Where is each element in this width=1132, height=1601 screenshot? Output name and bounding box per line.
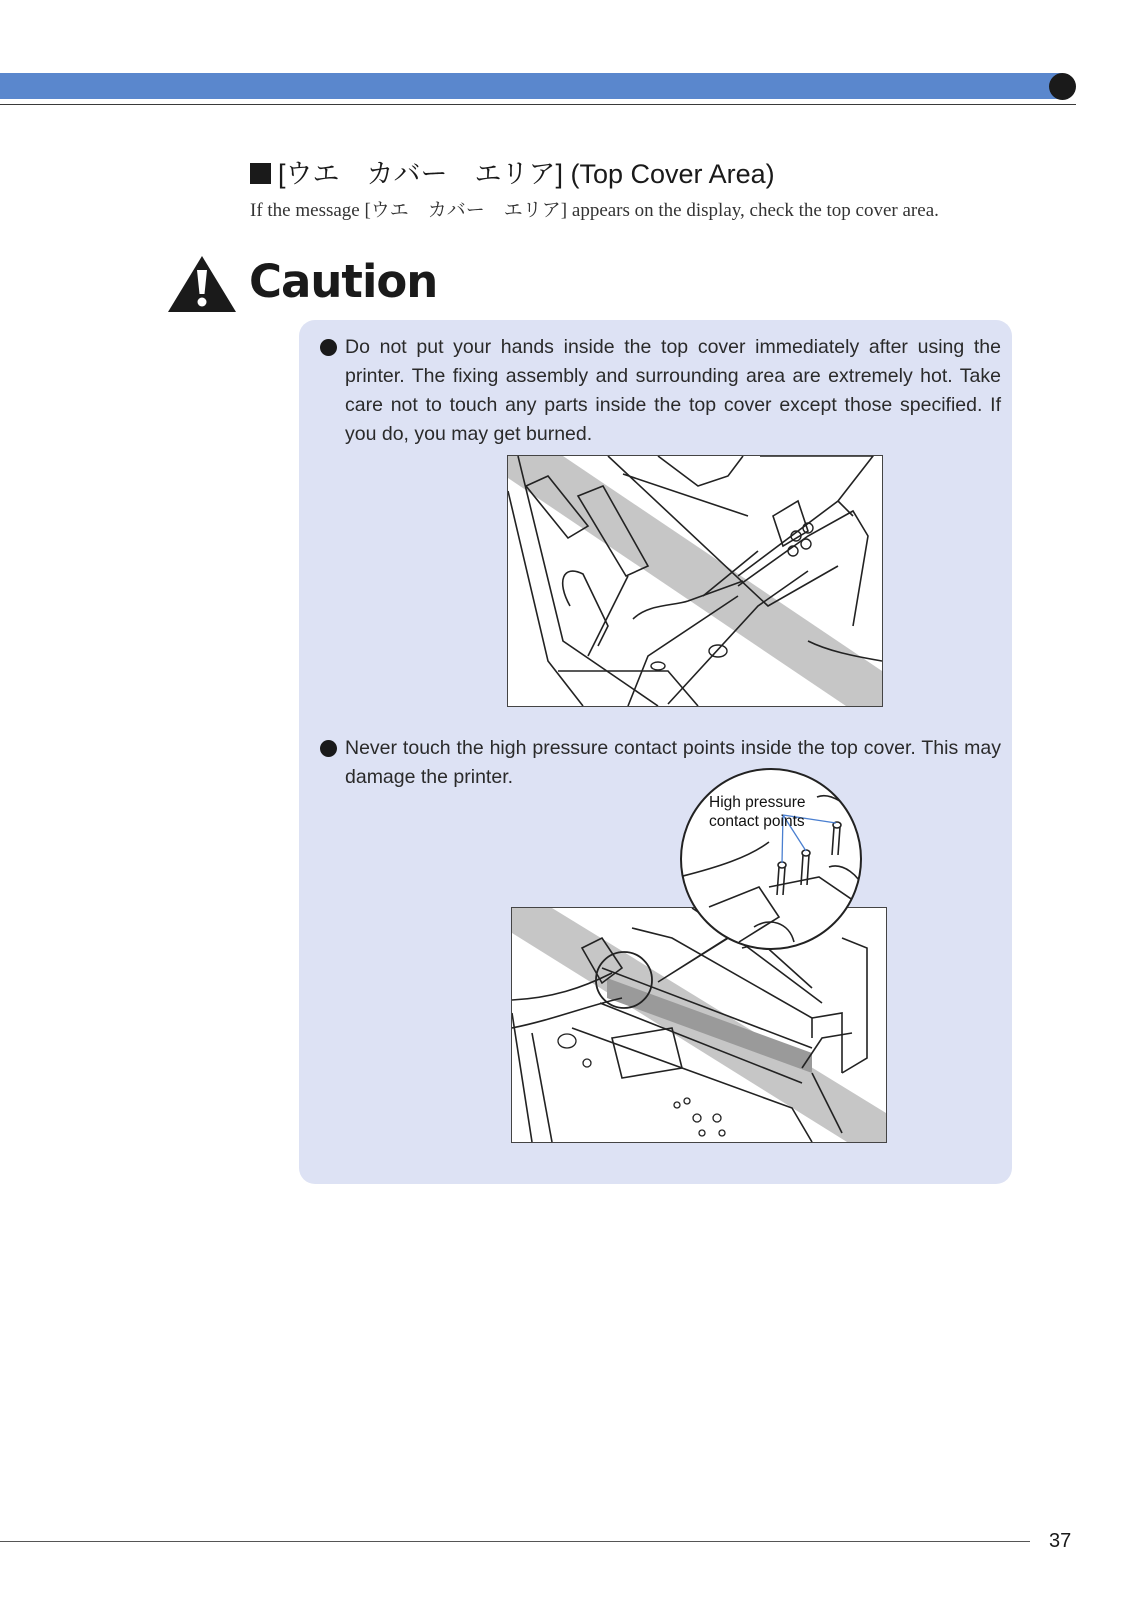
intro-text: If the message [ウエ カバー エリア] appears on the display, check the top cover area. bbox=[250, 200, 939, 221]
figure-hand-inside-cover bbox=[507, 455, 883, 707]
bullet-dot-icon bbox=[320, 339, 337, 356]
header-bar bbox=[0, 73, 1062, 99]
header-dot bbox=[1049, 73, 1076, 100]
magnifier-callout bbox=[679, 767, 863, 951]
square-bullet-icon bbox=[250, 163, 271, 184]
printer-illustration-1 bbox=[508, 456, 882, 706]
footer-rule bbox=[0, 1541, 1030, 1542]
header-rule bbox=[0, 104, 1076, 105]
section-title: [ウエ カバー エリア] (Top Cover Area) bbox=[278, 159, 775, 189]
caution-title: Caution bbox=[249, 255, 438, 308]
section-heading bbox=[250, 152, 775, 191]
caution-item-text: Never touch the high pressure contact points inside the top cover. This may damage the printer. bbox=[345, 737, 1001, 788]
callout-label-line1: High pressure bbox=[709, 794, 806, 811]
bullet-dot-icon bbox=[320, 740, 337, 757]
warning-triangle-icon bbox=[168, 256, 236, 312]
caution-item-text: Do not put your hands inside the top cover immediately after using the printer. The fixing assembly and surrounding area are extremely hot. Take care not to touch any parts inside the top cover except those specified. If you do, you may get burned. bbox=[345, 336, 1001, 445]
callout-label-line2: contact points bbox=[709, 813, 805, 830]
page-number: 37 bbox=[1049, 1530, 1072, 1552]
caution-item-hot bbox=[345, 333, 1001, 449]
